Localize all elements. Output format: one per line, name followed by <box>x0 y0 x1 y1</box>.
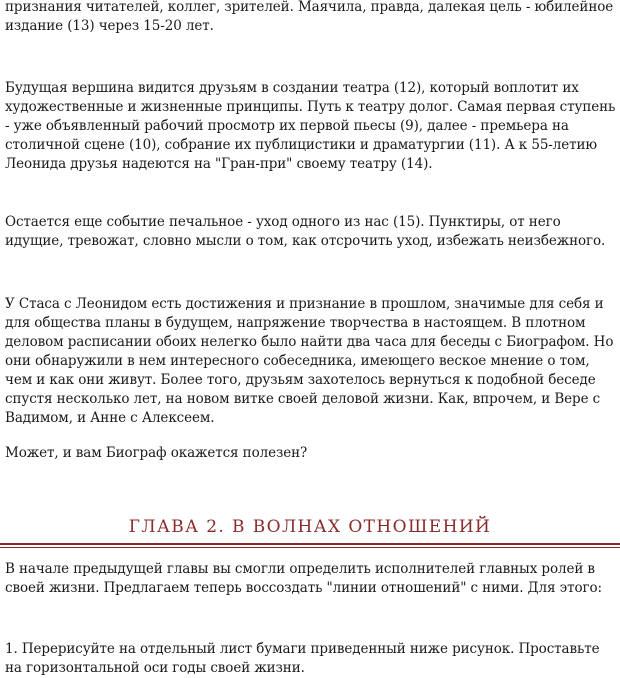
chapter-divider-thin <box>0 547 620 548</box>
paragraph-achievements: У Стаса с Леонидом есть достижения и признание в прошлом, значимые для себя и для общества планы в будущем, напряжение творчества в настоящем. В плотном деловом расписании обоих нелегко было найти два часа для беседы с Биографом. Но они обнаружили в нем интересного собеседника, имеющего веское мнение о том, чем и как они живут. Более того, друзьям захотелось вернуться к подобной беседе спустя несколько лет, на новом витке своей деловой жизни. Как, впрочем, и Вере с Вадимом, и Анне с Алексеем. <box>5 296 614 426</box>
paragraph-theatre-summit: Будущая вершина видится друзьям в создании театра (12), который воплотит их художественные и жизненные принципы. Путь к театру долог. Самая первая ступень - уже объявленный рабочий просмотр их первой пьесы (9), далее - премьера на столичной сцене (10), собрание их публицистики и драматургии (11). А к 55-летию Леонида друзья надеются на "Гран-при" своему театру (14). <box>5 80 616 172</box>
paragraph-question: Может, и вам Биограф окажется полезен? <box>5 445 308 461</box>
paragraph-instruction-1: 1. Перерисуйте на отдельный лист бумаги приведенный ниже рисунок. Проставьте на горизонтальной оси годы своей жизни. <box>5 641 600 676</box>
chapter-divider-thick <box>0 543 620 545</box>
paragraph-goal-anniversary-edition: признания читателей, коллег, зрителей. Маячила, правда, далекая цель - юбилейное издание (13) через 15-20 лет. <box>5 0 614 34</box>
paragraph-chapter-intro: В начале предыдущей главы вы смогли определить исполнителей главных ролей в своей жизни. Предлагаем теперь воссоздать "линии отношений" с ними. Для этого: <box>5 561 602 596</box>
paragraph-sad-event: Остается еще событие печальное - уход одного из нас (15). Пунктиры, от него идущие, тревожат, словно мысли о том, как отсрочить уход, избежать неизбежного. <box>5 214 606 249</box>
chapter-heading: ГЛАВА 2. В ВОЛНАХ ОТНОШЕНИЙ <box>128 517 492 537</box>
